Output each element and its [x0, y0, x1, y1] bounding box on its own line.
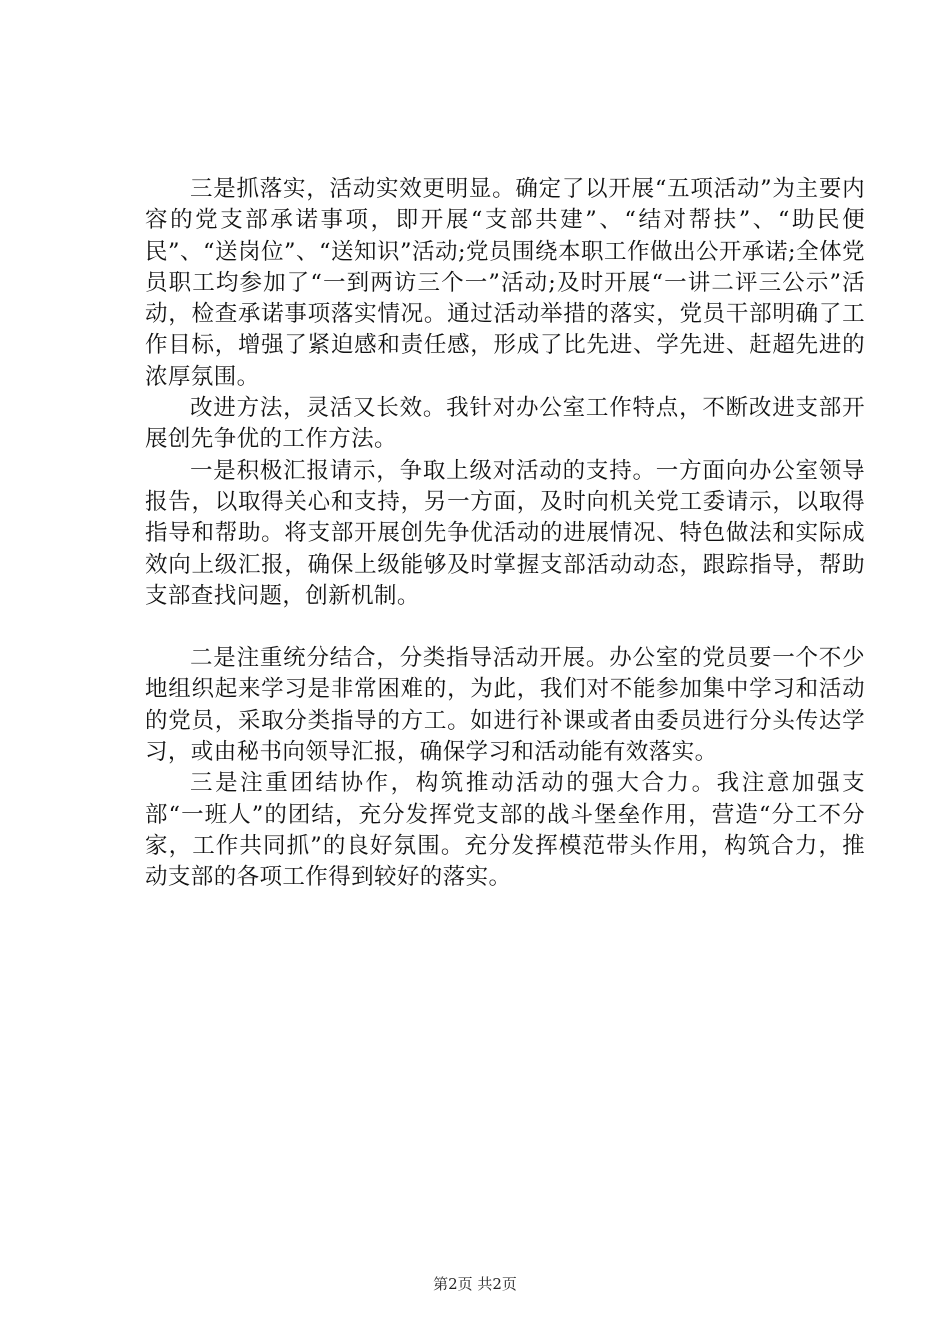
paragraph-report-request: 一是积极汇报请示，争取上级对活动的支持。一方面向办公室领导报告，以取得关心和支持，另一方面，及时向机关党工委请示，以取得指导和帮助。将支部开展创先争优活动的进展情况、特色做法和实际成效向上级汇报，确保上级能够及时掌握支部活动动态，跟踪指导，帮助支部查找问题，创新机制。 — [145, 457, 865, 609]
paragraph-improve-methods: 改进方法，灵活又长效。我针对办公室工作特点，不断改进支部开展创先争优的工作方法。 — [145, 395, 865, 453]
paragraph-classified-guidance: 二是注重统分结合，分类指导活动开展。办公室的党员要一个不少地组织起来学习是非常困难的，为此，我们对不能参加集中学习和活动的党员，采取分类指导的方工。如进行补课或者由委员进行分头传达学习，或由秘书向领导汇报，确保学习和活动能有效落实。 — [145, 645, 865, 766]
paragraph-unity-cooperation: 三是注重团结协作，构筑推动活动的强大合力。我注意加强支部“一班人”的团结，充分发挥党支部的战斗堡垒作用，营造“分工不分家，工作共同抓”的良好氛围。充分发挥模范带头作用，构筑合力，推动支部的各项工作得到较好的落实。 — [145, 770, 865, 891]
page-footer: 第2页 共2页 — [433, 1275, 517, 1293]
document-body — [145, 174, 865, 894]
paragraph-implementation: 三是抓落实，活动实效更明显。确定了以开展“五项活动”为主要内容的党支部承诺事项，即开展“支部共建”、“结对帮扶”、“助民便民”、“送岗位”、“送知识”活动;党员围绕本职工作做出公开承诺;全体党员职工均参加了“一到两访三个一”活动;及时开展“一讲二评三公示”活动，检查承诺事项落实情况。通过活动举措的落实，党员干部明确了工作目标，增强了紧迫感和责任感，形成了比先进、学先进、赶超先进的浓厚氛围。 — [145, 176, 865, 390]
